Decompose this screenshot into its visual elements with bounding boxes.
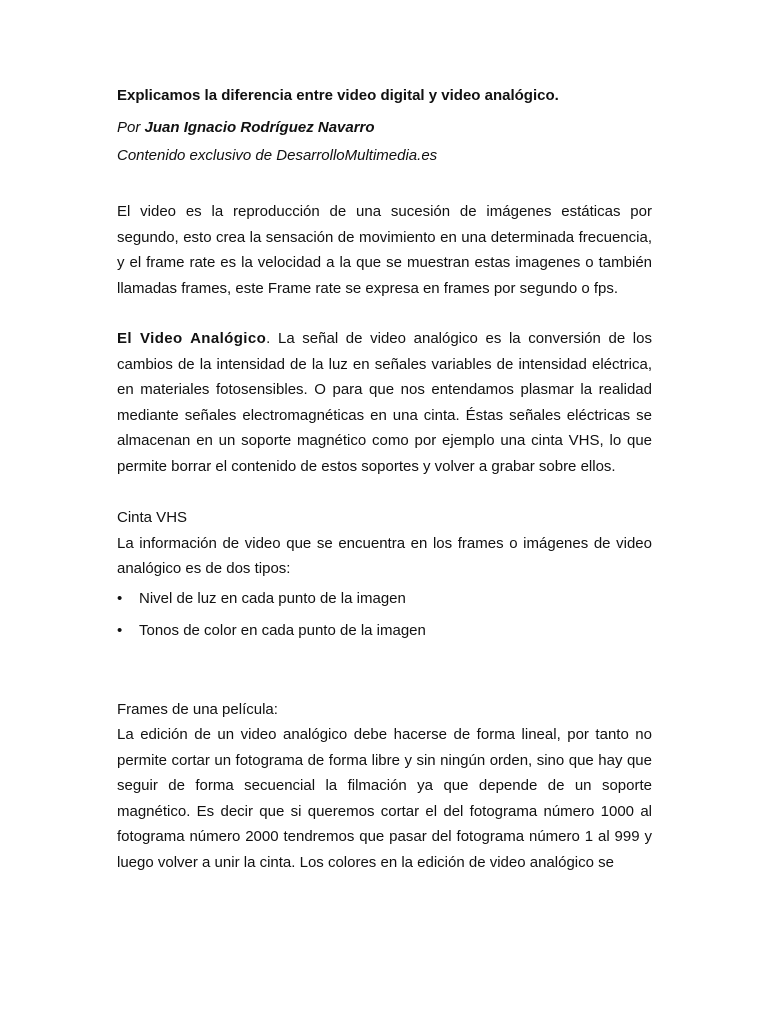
- byline: [117, 116, 652, 140]
- list-item-text: Nivel de luz en cada punto de la imagen: [139, 589, 406, 607]
- vhs-caption: Cinta VHS: [117, 509, 188, 526]
- exclusive-note: Contenido exclusivo de DesarrolloMultimedia.es: [117, 147, 438, 164]
- bullet-icon: •: [117, 622, 123, 639]
- list-item-text: Tonos de color en cada punto de la imagen: [139, 622, 426, 639]
- vhs-paragraph: La información de video que se encuentra en los frames o imágenes de video analógico es de dos tipos:: [117, 534, 652, 577]
- bullet-list: [117, 586, 652, 644]
- document-page: [117, 84, 652, 875]
- byline-prefix: Por: [117, 119, 145, 136]
- analog-heading: El Video Analógico: [117, 330, 267, 347]
- intro-paragraph: El video es la reproducción de una sucesión de imágenes estáticas por segundo, esto crea la sensación de movimiento en una determinada frecuencia, y el frame rate es la velocidad a la que se muestran estas imagenes o también llamadas frames, este Frame rate se expresa en frames por segundo o fps.: [117, 203, 652, 297]
- author-name: Juan Ignacio Rodríguez Navarro: [144, 119, 375, 136]
- frames-caption: Frames de una película:: [117, 700, 278, 718]
- frames-paragraph: La edición de un video analógico debe hacerse de forma lineal, por tanto no permite cortar un fotograma de forma libre y sin ningún orden, sino que hay que seguir de forma secuencial la filmación ya que depende de un soporte magnético. Es decir que si queremos cortar el del fotograma número 1000 al fotograma número 2000 tendremos que pasar del fotograma número 1 al 999 y luego volver a unir la cinta. Los colores en la edición de video analógico se: [117, 726, 652, 871]
- analog-paragraph-body: . La señal de video analógico es la conversión de los cambios de la intensidad de la luz en señales variables de intensidad eléctrica, en materiales fotosensibles. O para que nos entendamos plasmar la realidad mediante señales electromagnéticas en una cinta. Éstas señales eléctricas se almacenan en un soporte magnético como por ejemplo una cinta VHS, lo que permite borrar el contenido de estos soportes y volver a grabar sobre ellos.: [117, 330, 652, 475]
- analog-paragraph: [117, 326, 652, 479]
- bullet-icon: •: [117, 589, 123, 607]
- list-item: [117, 618, 652, 644]
- list-item: [117, 586, 652, 612]
- document-title: Explicamos la diferencia entre video digital y video analógico.: [117, 87, 559, 104]
